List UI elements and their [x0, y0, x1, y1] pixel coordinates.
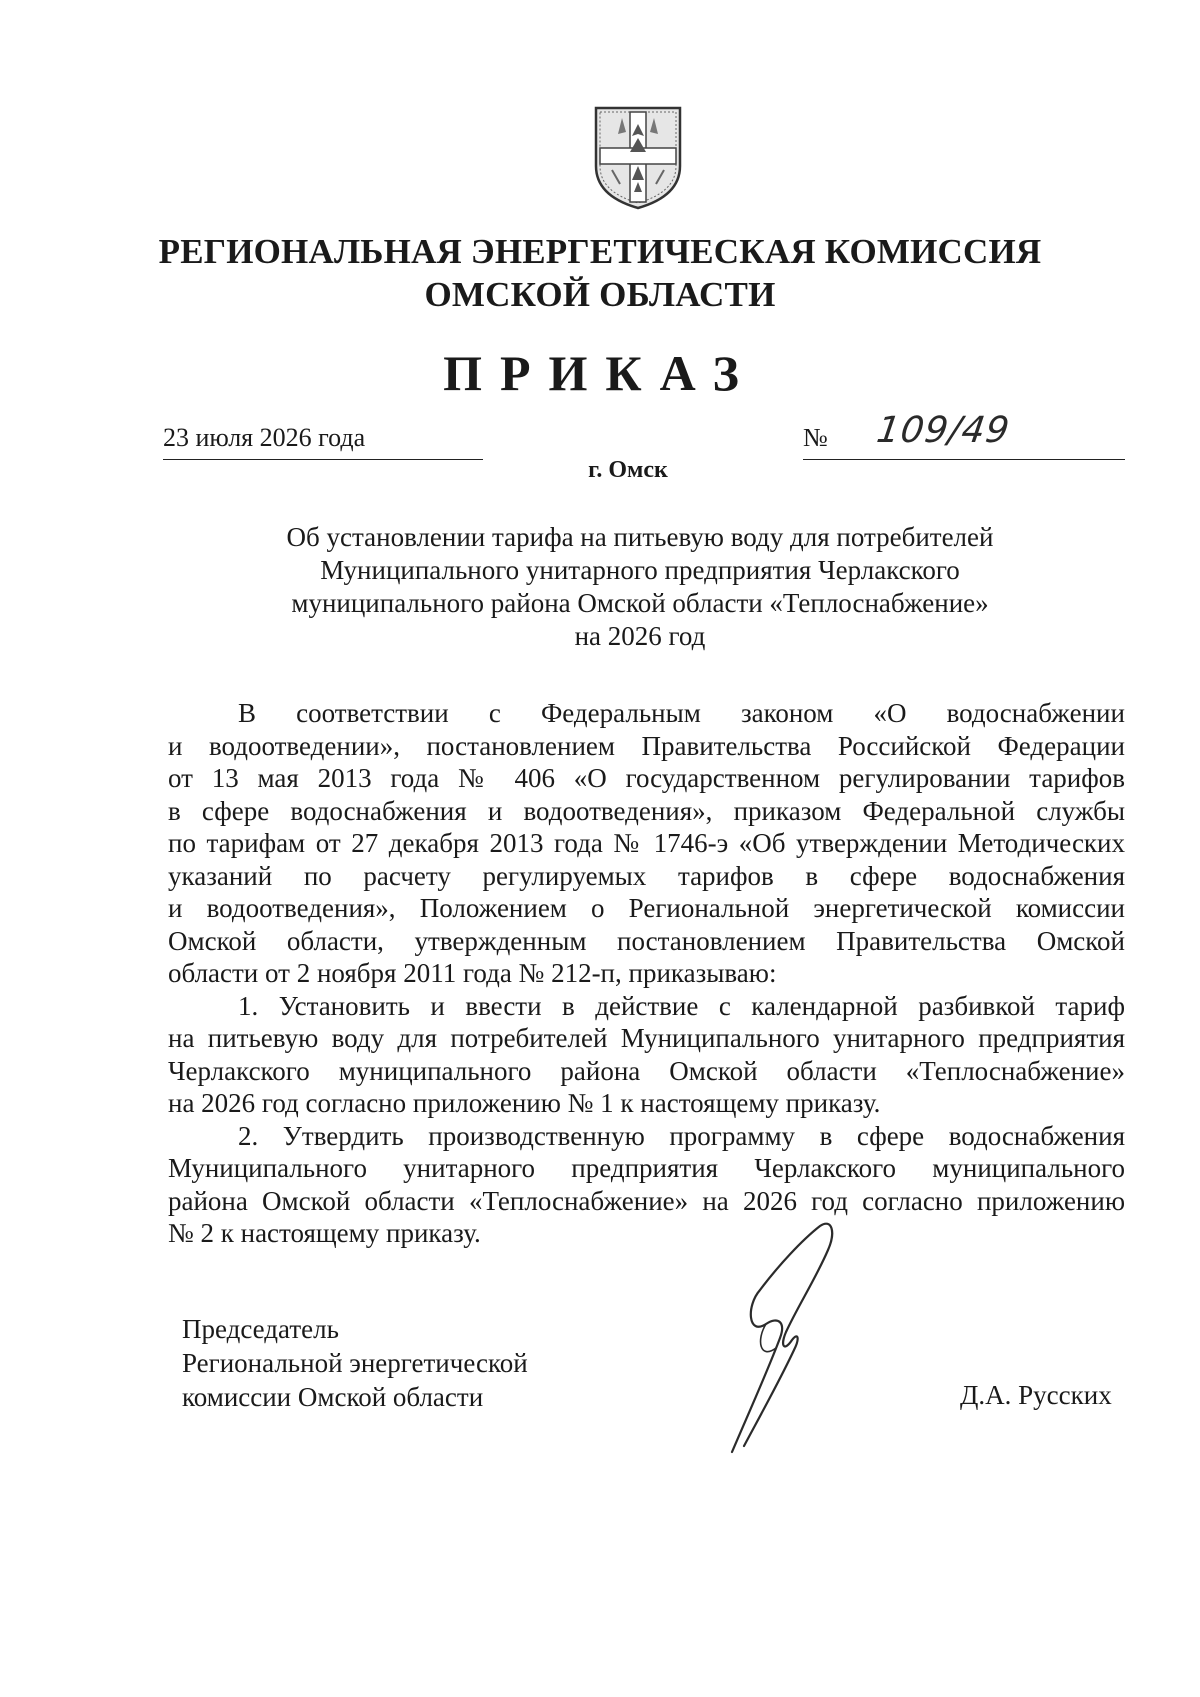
number-sign: №: [803, 423, 828, 452]
subject-line: на 2026 год: [574, 621, 706, 651]
org-name-line2: ОМСКОЙ ОБЛАСТИ: [424, 275, 776, 314]
preamble-line: области от 2 ноября 2011 года № 212-п, приказываю:: [168, 958, 777, 988]
coat-of-arms-icon: [592, 104, 684, 210]
subject-line: муниципального района Омской области «Теплоснабжение»: [291, 588, 989, 618]
signatory-name: Д.А. Русских: [960, 1380, 1112, 1410]
word: В: [238, 698, 257, 728]
position-line: Председатель: [182, 1314, 339, 1344]
item1-line: 1. Установить и ввести в действие с календарной разбивкой тариф: [238, 990, 1125, 1021]
preamble-first-line: [168, 697, 1125, 730]
word: водоснабжении: [946, 698, 1125, 728]
handwritten-signature: [720, 1220, 880, 1460]
item2-line: № 2 к настоящему приказу.: [168, 1218, 481, 1248]
position-line: комиссии Омской области: [182, 1382, 484, 1412]
subject-line: Муниципального унитарного предприятия Черлакского: [320, 555, 960, 585]
item2-line: Муниципального унитарного предприятия Черлакского муниципального: [168, 1153, 1125, 1183]
item1-line: на 2026 год согласно приложению № 1 к настоящему приказу.: [168, 1088, 881, 1118]
signatory-position: [182, 1312, 528, 1414]
word: соответствии: [296, 698, 449, 728]
word: законом: [740, 698, 834, 728]
document-number: 109/49: [874, 410, 1013, 451]
word: с: [488, 698, 501, 728]
subject-line: Об установлении тарифа на питьевую воду для потребителей: [286, 522, 994, 552]
preamble-line: от 13 мая 2013 года № 406 «О государственном регулировании тарифов: [168, 763, 1125, 793]
document-subject: [200, 521, 1080, 653]
document-type-title: ПРИКАЗ: [443, 345, 757, 401]
item1-line: Черлакского муниципального района Омской области «Теплоснабжение»: [168, 1055, 1125, 1086]
city-label: г. Омск: [588, 457, 668, 483]
preamble-line: по тарифам от 27 декабря 2013 года № 1746-э «Об утверждении Методических: [168, 828, 1125, 858]
item2-line: района Омской области «Теплоснабжение» на 2026 год согласно приложению: [168, 1185, 1125, 1216]
position-line: Региональной энергетической: [182, 1348, 528, 1378]
document-date: 23 июля 2026 года: [163, 423, 366, 452]
document-body: [168, 697, 1125, 1250]
preamble-line: Омской области, утвержденным постановлением Правительства Омской: [168, 925, 1125, 956]
org-name-line1: РЕГИОНАЛЬНАЯ ЭНЕРГЕТИЧЕСКАЯ КОМИССИЯ: [158, 232, 1042, 271]
word: Федеральным: [540, 698, 701, 728]
preamble-line: и водоотведения», Положением о Региональной энергетической комиссии: [168, 893, 1125, 923]
word: «О: [873, 698, 907, 728]
preamble-line: указаний по расчету регулируемых тарифов в сфере водоснабжения: [168, 860, 1125, 891]
item1-line: на питьевую воду для потребителей Муниципального унитарного предприятия: [168, 1023, 1125, 1053]
preamble-line: и водоотведении», постановлением Правительства Российской Федерации: [168, 730, 1125, 761]
preamble-line: в сфере водоснабжения и водоотведения», приказом Федеральной службы: [168, 795, 1125, 826]
item2-line: 2. Утвердить производственную программу в сфере водоснабжения: [238, 1120, 1125, 1151]
